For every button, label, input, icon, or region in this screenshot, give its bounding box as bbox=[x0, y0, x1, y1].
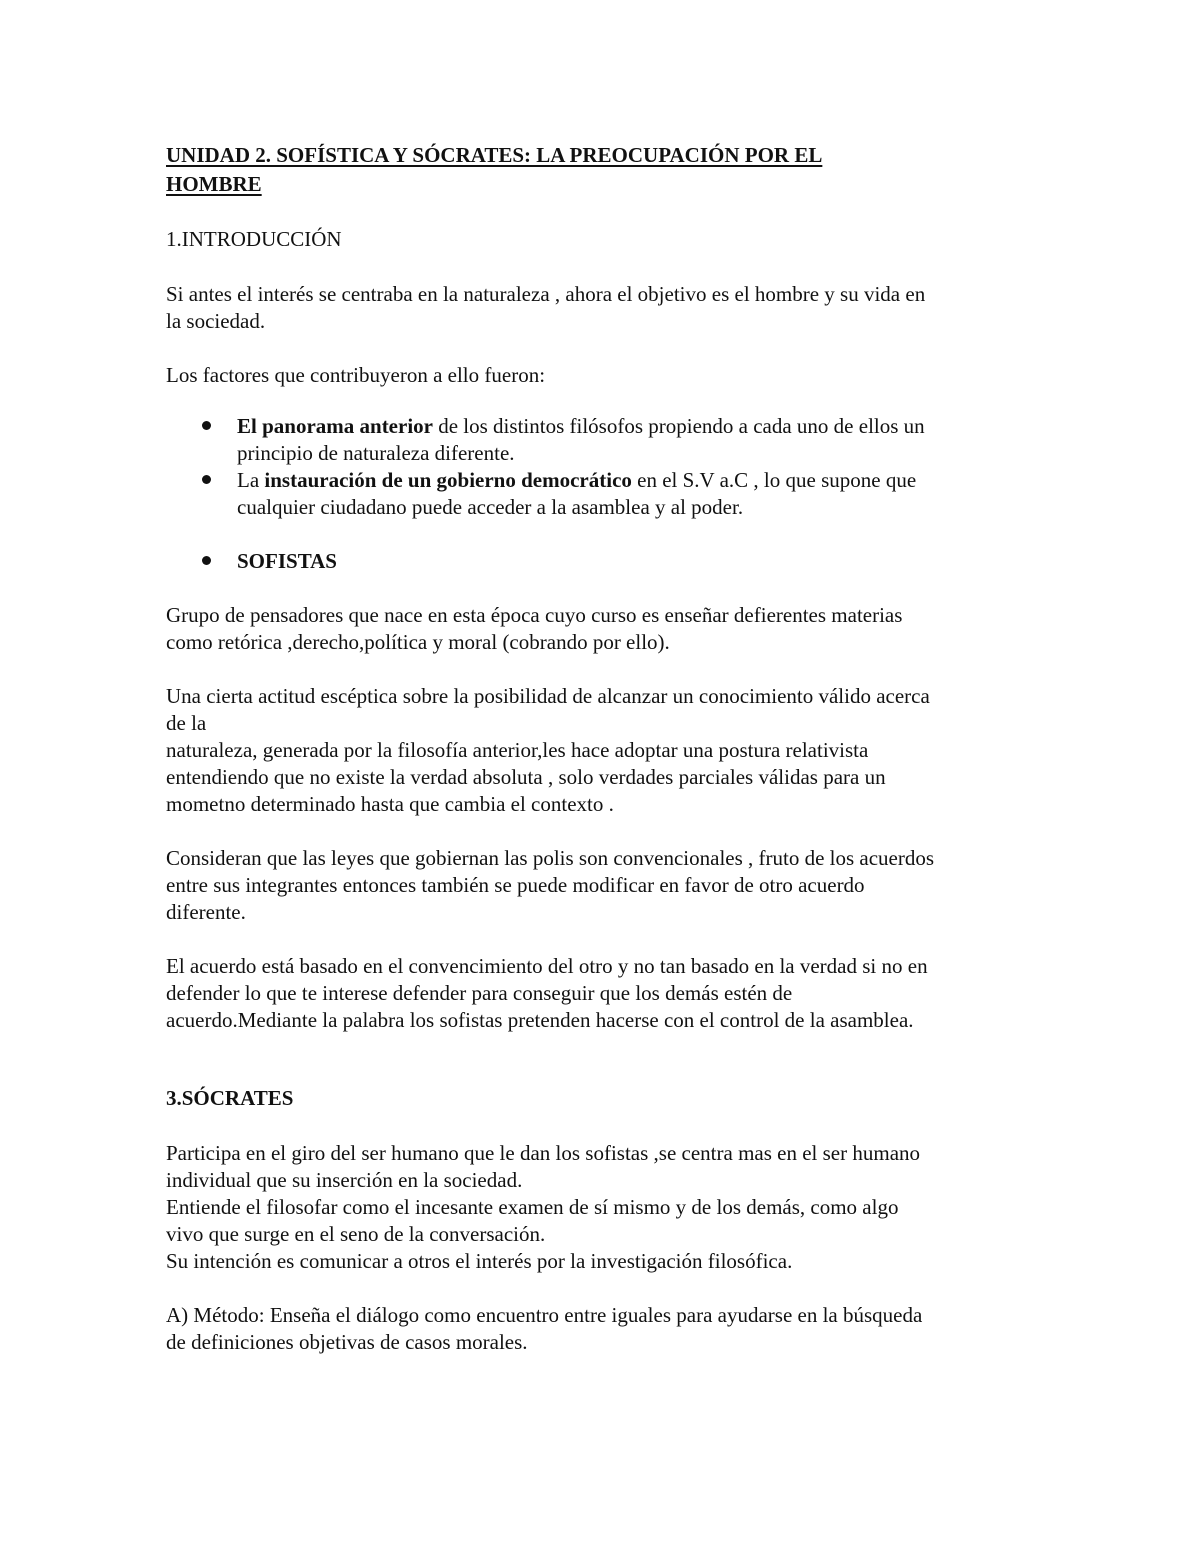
bullet-text: de los distintos filósofos propiendo a cada uno de ellos un bbox=[432, 414, 925, 438]
bullet-icon bbox=[202, 421, 211, 430]
paragraph-line: A) Método: Enseña el diálogo como encuentro entre iguales para ayudarse en la búsqueda bbox=[166, 1303, 923, 1327]
paragraph-line: Si antes el interés se centraba en la naturaleza , ahora el objetivo es el hombre y su vida en bbox=[166, 282, 926, 306]
section-heading-sofistas: SOFISTAS bbox=[237, 549, 337, 573]
paragraph-line: Su intención es comunicar a otros el interés por la investigación filosófica. bbox=[166, 1249, 793, 1273]
bullet-text: en el S.V a.C , lo que supone que bbox=[631, 468, 917, 492]
paragraph-line: de la bbox=[166, 711, 207, 735]
bullet-item-line: cualquier ciudadano puede acceder a la asamblea y al poder. bbox=[237, 495, 744, 519]
paragraph-line: entendiendo que no existe la verdad absoluta , solo verdades parciales válidas para un bbox=[166, 765, 886, 789]
bullet-icon bbox=[202, 475, 211, 484]
paragraph-line: naturaleza, generada por la filosofía anterior,les hace adoptar una postura relativista bbox=[166, 738, 869, 762]
section-heading-socrates: 3.SÓCRATES bbox=[166, 1086, 294, 1110]
document-title-line-1: UNIDAD 2. SOFÍSTICA Y SÓCRATES: LA PREOCUPACIÓN POR EL bbox=[166, 143, 823, 167]
bullet-item-line bbox=[237, 413, 925, 440]
document-title-line-2: HOMBRE bbox=[166, 172, 262, 196]
paragraph-line: El acuerdo está basado en el convencimiento del otro y no tan basado en la verdad si no en bbox=[166, 954, 928, 978]
paragraph-line: Una cierta actitud escéptica sobre la posibilidad de alcanzar un conocimiento válido acerca bbox=[166, 684, 930, 708]
section-heading-introduccion: 1.INTRODUCCIÓN bbox=[166, 227, 342, 251]
paragraph-line: diferente. bbox=[166, 900, 246, 924]
bullet-item-line: principio de naturaleza diferente. bbox=[237, 441, 515, 465]
paragraph-line: Participa en el giro del ser humano que le dan los sofistas ,se centra mas en el ser humano bbox=[166, 1141, 921, 1165]
paragraph-line: entre sus integrantes entonces también se puede modificar en favor de otro acuerdo bbox=[166, 873, 865, 897]
paragraph-line: vivo que surge en el seno de la conversación. bbox=[166, 1222, 546, 1246]
paragraph-line: defender lo que te interese defender para conseguir que los demás estén de bbox=[166, 981, 793, 1005]
bullet-bold-text: El panorama anterior bbox=[237, 414, 433, 438]
paragraph-line: Grupo de pensadores que nace en esta época cuyo curso es enseñar defierentes materias bbox=[166, 603, 903, 627]
paragraph-line: como retórica ,derecho,política y moral (cobrando por ello). bbox=[166, 630, 670, 654]
paragraph-line: de definiciones objetivas de casos morales. bbox=[166, 1330, 528, 1354]
paragraph-line: Consideran que las leyes que gobiernan las polis son convencionales , fruto de los acuerdos bbox=[166, 846, 935, 870]
paragraph-line: Los factores que contribuyeron a ello fueron: bbox=[166, 363, 546, 387]
paragraph-line: mometno determinado hasta que cambia el contexto . bbox=[166, 792, 614, 816]
bullet-text: La bbox=[237, 468, 265, 492]
bullet-item-line bbox=[237, 467, 916, 494]
paragraph-line: la sociedad. bbox=[166, 309, 266, 333]
paragraph-line: Entiende el filosofar como el incesante examen de sí mismo y de los demás, como algo bbox=[166, 1195, 899, 1219]
bullet-icon bbox=[202, 556, 211, 565]
bullet-bold-text: instauración de un gobierno democrático bbox=[264, 468, 632, 492]
paragraph-line: individual que su inserción en la sociedad. bbox=[166, 1168, 523, 1192]
paragraph-line: acuerdo.Mediante la palabra los sofistas pretenden hacerse con el control de la asamblea. bbox=[166, 1008, 914, 1032]
